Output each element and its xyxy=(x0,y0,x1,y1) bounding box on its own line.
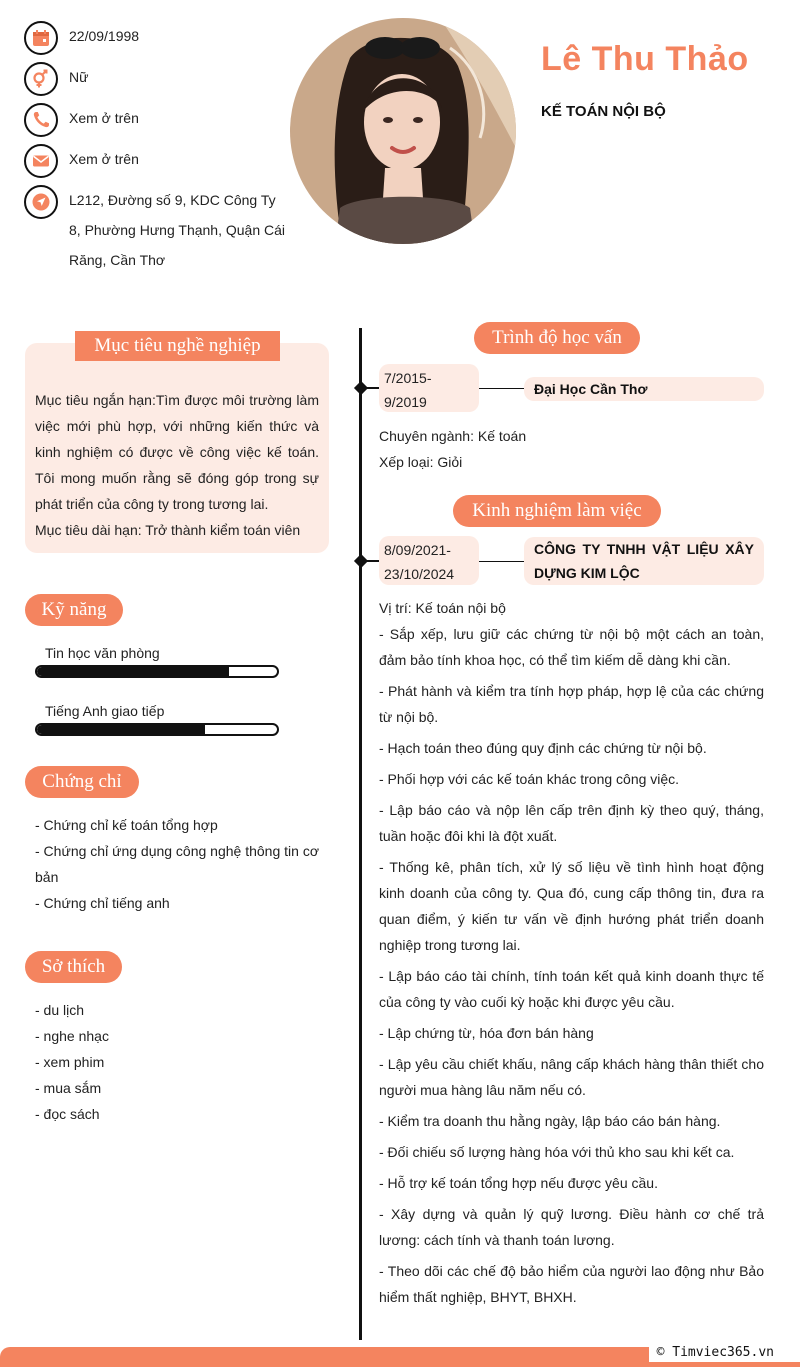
objective-long-term: Mục tiêu dài hạn: Trở thành kiểm toán viên xyxy=(35,522,301,538)
duty-item: - Hỗ trợ kế toán tổng hợp nếu được yêu cầu. xyxy=(379,1175,658,1191)
hobbies-heading: Sở thích xyxy=(25,951,122,983)
duty-item: - Sắp xếp, lưu giữ các chứng từ nội bộ một cách an toàn, đảm bảo tính khoa học, có thể tìm kiếm dễ dàng khi cần. xyxy=(379,626,764,668)
timeline-connector xyxy=(363,387,379,389)
contact-address xyxy=(24,185,289,275)
skills-heading: Kỹ năng xyxy=(25,594,123,626)
duty-item: - Thống kê, phân tích, xử lý số liệu về tình hình hoạt động kinh doanh của công ty. Qua đó, cung cấp thông tin, đưa ra quan điểm, ý kiến tư vấn về định hướng phát triển doanh nghiệp trong tương lai. xyxy=(379,859,764,953)
email-text: Xem ở trên xyxy=(69,151,139,167)
objective-text xyxy=(35,387,319,543)
birthday-text: 22/09/1998 xyxy=(69,28,140,44)
objective-heading: Mục tiêu nghề nghiệp xyxy=(75,331,280,361)
duty-item: - Kiểm tra doanh thu hằng ngày, lập báo cáo bán hàng. xyxy=(379,1113,721,1129)
experience-position: Vị trí: Kế toán nội bộ xyxy=(379,600,506,616)
experience-date: 8/09/2021-23/10/2024 xyxy=(379,536,479,585)
skill-bar-fill xyxy=(37,725,205,734)
phone-text: Xem ở trên xyxy=(69,110,139,126)
skill-label: Tiếng Anh giao tiếp xyxy=(45,703,165,719)
education-major: Chuyên ngành: Kế toán xyxy=(379,428,527,444)
duty-item: - Phối hợp với các kế toán khác trong công việc. xyxy=(379,771,680,787)
gender-icon xyxy=(24,62,58,96)
education-grade: Xếp loại: Giỏi xyxy=(379,454,463,470)
calendar-icon xyxy=(24,21,58,55)
job-title: KẾ TOÁN NỘI BỘ xyxy=(541,103,666,120)
education-school: Đại Học Cần Thơ xyxy=(524,377,764,401)
duty-item: - Hạch toán theo đúng quy định các chứng từ nội bộ. xyxy=(379,740,707,756)
hobby-item: - du lịch xyxy=(35,1002,85,1018)
certificates-list xyxy=(35,812,325,916)
duty-item: - Lập báo cáo tài chính, tính toán kết quả kinh doanh thực tế của công ty vào cuối kỳ hoặc khi được yêu cầu. xyxy=(379,968,764,1010)
certificate-item: - Chứng chỉ tiếng anh xyxy=(35,895,170,911)
email-icon xyxy=(24,144,58,178)
objective-short-term: Mục tiêu ngắn hạn:Tìm được môi trường làm việc mới phù hợp, với những kiến thức và kinh nghiệm có được về công việc kế toán. Tôi mong muốn rằng sẽ đóng góp trong sự phát triển của công ty trong tương lai. xyxy=(35,392,319,512)
address-text: L212, Đường số 9, KDC Công Ty 8, Phường Hưng Thạnh, Quận Cái Răng, Cần Thơ xyxy=(69,192,286,268)
date-connector xyxy=(479,561,524,562)
duty-item: - Lập chứng từ, hóa đơn bán hàng xyxy=(379,1025,594,1041)
education-date: 7/2015-9/2019 xyxy=(379,364,479,412)
contact-email xyxy=(24,144,139,178)
certificate-item: - Chứng chỉ kế toán tổng hợp xyxy=(35,817,218,833)
hobby-item: - nghe nhạc xyxy=(35,1028,109,1044)
hobby-item: - đọc sách xyxy=(35,1106,100,1122)
certificate-item: - Chứng chỉ ứng dụng công nghệ thông tin cơ bản xyxy=(35,843,319,885)
hobby-item: - mua sắm xyxy=(35,1080,102,1096)
phone-icon xyxy=(24,103,58,137)
candidate-name: Lê Thu Thảo xyxy=(541,40,749,78)
location-icon xyxy=(24,185,58,219)
education-details xyxy=(379,423,764,475)
timeline-line xyxy=(359,328,362,1340)
duty-item: - Xây dựng và quản lý quỹ lương. Điều hành cơ chế trả lương: cách tính và thanh toán lương. xyxy=(379,1206,764,1248)
duty-item: - Đối chiếu số lượng hàng hóa với thủ kho sau khi kết ca. xyxy=(379,1144,735,1160)
duty-item: - Theo dõi các chế độ bảo hiểm của người lao động như Bảo hiểm thất nghiệp, BHYT, BHXH. xyxy=(379,1263,764,1305)
experience-company: CÔNG TY TNHH VẬT LIỆU XÂY DỰNG KIM LỘC xyxy=(524,537,764,585)
contact-gender xyxy=(24,62,88,96)
certificates-heading: Chứng chỉ xyxy=(25,766,139,798)
duty-item: - Phát hành và kiểm tra tính hợp pháp, hợp lệ của các chứng từ nội bộ. xyxy=(379,683,764,725)
timeline-connector xyxy=(363,560,379,562)
contact-phone xyxy=(24,103,139,137)
education-heading: Trình độ học vấn xyxy=(474,322,640,354)
gender-text: Nữ xyxy=(69,69,89,85)
contact-birthday xyxy=(24,21,139,55)
date-connector xyxy=(479,388,524,389)
duty-item: - Lập báo cáo và nộp lên cấp trên định kỳ theo quý, tháng, tuần hoặc đôi khi là đột xuất. xyxy=(379,802,764,844)
experience-details xyxy=(379,595,764,1315)
hobbies-list xyxy=(35,997,325,1127)
footer-copyright[interactable]: © Timviec365.vn xyxy=(649,1344,800,1362)
profile-photo xyxy=(290,18,516,244)
skill-bar xyxy=(35,665,279,678)
duty-item: - Lập yêu cầu chiết khấu, nâng cấp khách hàng thân thiết cho người mua hàng lâu năm nếu có. xyxy=(379,1056,764,1098)
skill-label: Tin học văn phòng xyxy=(45,645,160,661)
skill-bar xyxy=(35,723,279,736)
skill-bar-fill xyxy=(37,667,229,676)
hobby-item: - xem phim xyxy=(35,1054,105,1070)
experience-heading: Kinh nghiệm làm việc xyxy=(453,495,661,527)
